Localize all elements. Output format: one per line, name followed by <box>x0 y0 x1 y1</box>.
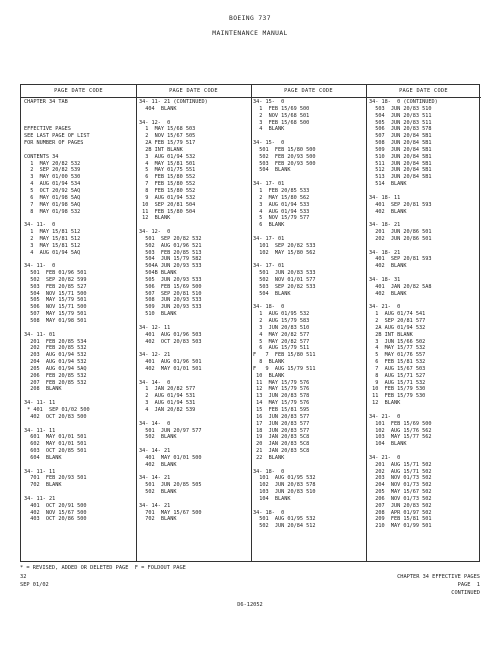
section-heading: 34- 15- 0 <box>253 140 285 147</box>
section-heading: 34- 11- 11 <box>24 427 56 434</box>
page-entry: 2 AUG 15/79 583 <box>253 318 310 324</box>
page-entry: 18 JUN 20/83 577 <box>253 427 310 434</box>
section-heading: 34- 18- 21 <box>369 222 401 229</box>
page-entry: 501 SEP 20/82 532 <box>139 235 202 242</box>
section-heading: 34- 11- 0 <box>24 263 56 270</box>
page-entry: 702 BLANK <box>139 516 177 523</box>
section-heading: 34- 21- 0 <box>369 304 401 311</box>
page-entry: 102 MAY 15/80 562 <box>253 249 316 256</box>
page-entry <box>253 297 368 304</box>
page-entry: 502 AUG 01/96 521 <box>139 242 202 249</box>
page-entry: 1 FEB 20/85 533 <box>253 187 310 194</box>
page-entry <box>369 407 484 414</box>
page-entry <box>369 448 484 455</box>
section-heading: 34- 12- 11 <box>139 324 171 331</box>
section-heading: 34- 14- 21 <box>139 475 171 482</box>
page-entry: 504 BLANK <box>253 290 291 297</box>
page-entry: 101 FEB 15/69 500 <box>369 420 432 427</box>
page-entry: * 401 SEP 01/02 500 <box>24 406 90 413</box>
page-entry: 3 JUN 15/66 502 <box>369 338 426 345</box>
page-entry: 508 JUN 20/84 5B1 <box>369 140 432 147</box>
page-entry: 201 FEB 20/85 534 <box>24 338 87 345</box>
page-entry: 501 AUG 01/95 532 <box>253 516 316 523</box>
section-heading: 34- 14- 0 <box>139 379 171 386</box>
page-entry: 203 AUG 01/94 532 <box>24 352 87 359</box>
page-entry: 503 FEB 20/85 513 <box>139 249 202 256</box>
page-entry: 503 JUN 20/83 510 <box>369 105 432 112</box>
page-entry: 6 AUG 15/79 511 <box>253 345 310 352</box>
page-entry: 2A FEB 15/79 517 <box>139 140 196 147</box>
page-entry: 402 NOV 15/67 500 <box>24 509 87 516</box>
continued-label: CONTINUED <box>451 590 480 596</box>
page-entry <box>24 120 139 127</box>
page-entry: 3 AUG 01/94 533 <box>253 201 310 208</box>
page-entry: 202 AUG 15/71 502 <box>369 468 432 475</box>
page-entry: 21 JAN 20/83 5C8 <box>253 448 310 455</box>
page-entry: 507 JUN 20/84 5B1 <box>369 133 432 140</box>
page-entry: 602 MAY 01/01 501 <box>24 441 87 448</box>
page-entry: 9 AUG 01/94 532 <box>139 194 196 201</box>
column-entries <box>366 99 484 530</box>
page-entry: 2B INT BLANK <box>369 331 413 338</box>
section-heading: CONTENTS 34 <box>24 153 59 160</box>
page-entry: 10 FEB 15/79 530 <box>369 386 426 393</box>
page-entry: 5 MAY 01/75 551 <box>139 167 196 174</box>
section-heading: 34- 11- 01 <box>24 331 56 338</box>
page-entry <box>139 469 254 476</box>
page-entry: 207 JUN 20/83 502 <box>369 502 432 509</box>
page-entry <box>24 393 139 400</box>
page-entry: 203 NOV 01/73 502 <box>369 475 432 482</box>
page-entry <box>24 256 139 263</box>
page-entry: 501 FEB 15/80 500 <box>253 146 316 153</box>
page-entry: SEE LAST PAGE OF LIST <box>24 133 90 140</box>
chapter-number: 32 <box>20 574 27 580</box>
page-entry: 12 BLANK <box>369 400 401 407</box>
section-heading: 34- 14- 21 <box>139 448 171 455</box>
page-entry <box>253 229 368 236</box>
page-entry: 402 OCT 20/83 500 <box>24 413 87 420</box>
page-entry: 2 NOV 15/67 505 <box>139 133 196 140</box>
page-entry: 1 MAY 20/82 532 <box>24 160 81 167</box>
page-entry: 502 SEP 20/82 599 <box>24 276 87 283</box>
page-entry: 4 MAY 20/82 577 <box>253 331 310 338</box>
page-entry: 12 MAY 15/79 576 <box>253 386 310 393</box>
section-heading: 34- 18- 31 <box>369 276 401 283</box>
page-entry: 5 NOV 15/79 577 <box>253 215 310 222</box>
page-entry: 1 MAY 15/81 512 <box>24 229 81 236</box>
section-heading: 34- 14- 0 <box>139 420 171 427</box>
column-header: PAGE DATE CODE <box>399 88 448 94</box>
page-entry: 509 JUN 20/93 533 <box>139 304 202 311</box>
page-entry: 401 MAY 01/01 500 <box>139 454 202 461</box>
page-entry: 2 SEP 20/81 577 <box>369 318 426 324</box>
legend-note: * = REVISED, ADDED OR DELETED PAGE F = FOLDOUT PAGE <box>20 565 186 571</box>
page-entry: 102 AUG 15/76 562 <box>369 427 432 434</box>
page-entry: 209 FEB 15/81 501 <box>369 516 432 523</box>
page-entry: 4 BLANK <box>253 126 285 133</box>
page-entry <box>369 243 484 250</box>
section-heading: 34- 18- 0 (CONTINUED) <box>369 99 438 105</box>
page-column-2 <box>136 85 251 561</box>
page-entry: 8 MAY 01/98 532 <box>24 208 81 215</box>
page-entry: 14 MAY 15/79 576 <box>253 400 310 407</box>
section-heading: CHAPTER 34 TAB <box>24 99 68 105</box>
page-entry: 502 BLANK <box>139 434 177 441</box>
section-heading: 34- 17- 01 <box>253 235 285 242</box>
page-entry: 103 JUN 20/83 510 <box>253 489 316 496</box>
page-entry: 3 AUG 01/94 532 <box>139 153 196 160</box>
page-entry: 6 BLANK <box>253 222 285 229</box>
section-heading: 34- 21- 0 <box>369 454 401 461</box>
page-entry: 101 SEP 20/82 533 <box>253 242 316 249</box>
page-entry: 11 MAY 15/79 576 <box>253 379 310 386</box>
page-entry: 401 AUG 01/96 501 <box>139 359 202 366</box>
page-entry <box>139 414 254 421</box>
page-entry: 4 MAY 15/77 532 <box>369 345 426 352</box>
page-entry: 504 NOV 15/71 500 <box>24 290 87 297</box>
page-entry: 505 MAY 15/79 501 <box>24 297 87 304</box>
page-entry <box>369 297 484 304</box>
section-heading: 34- 21- 0 <box>369 413 401 420</box>
section-heading: 34- 12- 0 <box>139 119 171 126</box>
page-entry: 7 MAY 01/98 5AQ <box>24 201 81 208</box>
page-entry: 202 JUN 20/86 501 <box>369 235 432 242</box>
page-entry: 504 JUN 20/83 511 <box>369 112 432 119</box>
page-entry: 3 FEB 15/68 500 <box>253 119 310 126</box>
page-entry <box>369 215 484 222</box>
document-title: BOEING 737 <box>229 15 271 22</box>
page-entry: 206 NOV 01/73 502 <box>369 495 432 502</box>
section-heading: EFFECTIVE PAGES <box>24 126 71 133</box>
page-entry: 102 JUN 20/83 578 <box>253 482 316 489</box>
page-entry: 503 SEP 20/82 533 <box>253 283 316 290</box>
page-entry: 502 BLANK <box>139 489 177 496</box>
page-entry: 204 NOV 01/73 502 <box>369 482 432 489</box>
page-entry: 1 AUG 01/95 532 <box>253 311 310 318</box>
page-entry: 4 MAY 15/81 501 <box>139 160 196 167</box>
page-entry: 6 MAY 01/98 5AQ <box>24 194 81 201</box>
page-entry <box>139 113 254 120</box>
section-heading: 34- 17- 01 <box>253 263 285 270</box>
page-entry <box>139 441 254 448</box>
page-entry: 4 JAN 20/82 539 <box>139 406 196 413</box>
page-entry <box>253 462 368 469</box>
page-entry <box>369 188 484 195</box>
page-entry: 402 OCT 20/83 503 <box>139 338 202 345</box>
page-entry: 502 FEB 20/93 500 <box>253 153 316 160</box>
section-heading: 34- 18- 11 <box>369 194 401 201</box>
page-entry: 3 MAY 15/81 512 <box>24 242 81 249</box>
page-entry: 504 JUN 15/79 582 <box>139 256 202 263</box>
page-entry: 101 AUG 01/95 532 <box>253 475 316 482</box>
page-entry: 506 JUN 20/83 578 <box>369 126 432 133</box>
section-heading: 34- 18- 0 <box>253 509 285 516</box>
effective-pages-label: CHAPTER 34 EFFECTIVE PAGES <box>397 574 480 580</box>
page-entry: 2 MAY 15/81 512 <box>24 235 81 242</box>
page-entry <box>253 133 368 140</box>
page-entry: 504A JUN 20/93 533 <box>139 263 202 270</box>
section-heading: 34- 11- 21 <box>24 495 56 502</box>
page-entry: 402 BLANK <box>369 290 407 297</box>
page-column-1 <box>21 85 136 561</box>
page-entry: 205 AUG 01/94 5AQ <box>24 365 87 372</box>
page-entry <box>24 106 139 113</box>
page-entry <box>369 270 484 277</box>
page-entry: 504B BLANK <box>139 270 177 277</box>
page-entry: 402 BLANK <box>369 263 407 270</box>
page-entry: 402 MAY 01/01 501 <box>139 365 202 372</box>
page-column-4 <box>366 85 481 561</box>
page-entry: 402 BLANK <box>369 208 407 215</box>
section-heading: 34- 12- 21 <box>139 352 171 359</box>
section-heading: 34- 18- 21 <box>369 249 401 256</box>
section-heading: 34- 14- 21 <box>139 502 171 509</box>
document-number: D6-12052 <box>237 602 263 608</box>
page-number: PAGE 1 <box>457 582 480 588</box>
page-entry: 601 MAY 01/01 501 <box>24 434 87 441</box>
page-entry <box>24 489 139 496</box>
page-entry: 7 AUG 15/67 503 <box>369 365 426 372</box>
page-entry: 2 SEP 20/82 539 <box>24 167 81 174</box>
page-entry: 503 FEB 20/85 527 <box>24 283 87 290</box>
column-header: PAGE DATE CODE <box>284 88 333 94</box>
column-entries <box>21 99 139 523</box>
page-entry <box>139 318 254 325</box>
page-entry: 502 JUN 20/84 512 <box>253 523 316 530</box>
page-entry: 10 SEP 20/81 504 <box>139 201 196 208</box>
page-entry: 501 JUN 20/83 533 <box>253 270 316 277</box>
page-entry: 501 FEB 01/96 501 <box>24 270 87 277</box>
page-entry: 604 BLANK <box>24 454 62 461</box>
section-heading: 34- 11- 11 <box>24 468 56 475</box>
page-entry: 12 BLANK <box>139 215 171 222</box>
page-entry: 4 AUG 01/94 5AQ <box>24 249 81 256</box>
page-entry: 10 BLANK <box>253 372 285 379</box>
page-entry: 507 SEP 20/81 510 <box>139 290 202 297</box>
page-entry: 509 JUN 20/84 5B1 <box>369 146 432 153</box>
page-entry: 19 JAN 20/83 5C8 <box>253 434 310 441</box>
page-entry: 2B INT BLANK <box>139 146 183 153</box>
page-entry <box>253 256 368 263</box>
page-entry: 3 JUN 20/83 510 <box>253 324 310 331</box>
page-entry: 6 FEB 15/80 552 <box>139 174 196 181</box>
page-entry: F 7 FEB 15/80 511 <box>253 352 316 359</box>
page-entry: FOR NUMBER OF PAGES <box>24 140 84 147</box>
page-entry: 208 BLANK <box>24 386 62 393</box>
page-entry: 17 JUN 20/83 577 <box>253 420 310 427</box>
page-entry: 201 AUG 15/71 502 <box>369 461 432 468</box>
page-entry: 8 FEB 15/80 552 <box>139 187 196 194</box>
column-header: PAGE DATE CODE <box>169 88 218 94</box>
effective-pages-table <box>20 84 480 562</box>
column-entries <box>136 99 254 523</box>
page-entry: 5 OCT 20/92 5AQ <box>24 187 81 194</box>
page-entry: 210 MAY 01/99 501 <box>369 523 432 530</box>
page-entry: 103 MAY 15/77 562 <box>369 434 432 441</box>
page-entry: 403 OCT 20/86 500 <box>24 516 87 523</box>
page-entry: 401 OCT 20/91 500 <box>24 502 87 509</box>
page-entry: 501 JUN 20/85 505 <box>139 482 202 489</box>
page-entry: 702 BLANK <box>24 482 62 489</box>
page-entry: 510 JUN 20/84 5B1 <box>369 153 432 160</box>
section-heading: 34- 17- 01 <box>253 181 285 188</box>
page-entry: 208 APR 01/97 502 <box>369 509 432 516</box>
page-entry <box>24 421 139 428</box>
section-heading: 34- 12- 0 <box>139 229 171 236</box>
page-entry: 13 JUN 20/83 578 <box>253 393 310 400</box>
page-entry: 510 BLANK <box>139 311 177 318</box>
page-entry <box>253 174 368 181</box>
page-entry: 2 AUG 01/94 531 <box>139 393 196 400</box>
page-entry: 504 BLANK <box>253 167 291 174</box>
page-entry: 1 AUG 01/74 541 <box>369 311 426 318</box>
page-entry: 506 NOV 15/71 500 <box>24 304 87 311</box>
page-entry: 4 AUG 01/94 533 <box>253 208 310 215</box>
page-entry: 20 JAN 20/83 5C8 <box>253 441 310 448</box>
page-entry: 701 MAY 15/67 500 <box>139 509 202 516</box>
page-entry: 3 AUG 01/94 531 <box>139 400 196 407</box>
column-header: PAGE DATE CODE <box>54 88 103 94</box>
page-entry <box>24 215 139 222</box>
page-entry: 22 BLANK <box>253 454 285 461</box>
section-heading: 34- 15- 0 <box>253 99 285 105</box>
page-entry: 507 MAY 15/79 501 <box>24 311 87 318</box>
page-entry: 207 FEB 20/85 532 <box>24 379 87 386</box>
page-entry: 205 MAY 15/67 502 <box>369 489 432 496</box>
page-entry: 104 BLANK <box>369 441 407 448</box>
page-entry: 11 FEB 15/79 530 <box>369 393 426 400</box>
page-entry: F 9 AUG 15/79 511 <box>253 365 316 372</box>
page-entry: 15 FEB 15/81 595 <box>253 406 310 413</box>
page-column-3 <box>251 85 366 561</box>
page-entry <box>139 222 254 229</box>
page-entry: 514 BLANK <box>369 181 407 188</box>
page-entry <box>24 113 139 120</box>
page-entry: 511 JUN 20/84 5B1 <box>369 160 432 167</box>
page-entry: 6 FEB 15/81 532 <box>369 359 426 366</box>
page-entry: 508 MAY 01/98 501 <box>24 318 87 324</box>
section-heading: 34- 11- 11 <box>24 400 56 407</box>
page-entry: 11 FEB 15/80 504 <box>139 208 196 215</box>
page-entry: 5 MAY 01/76 557 <box>369 352 426 359</box>
page-entry: 401 AUG 01/96 503 <box>139 331 202 338</box>
page-entry: 603 OCT 20/85 501 <box>24 448 87 455</box>
page-entry: 8 AUG 15/71 527 <box>369 372 426 379</box>
page-entry: 104 BLANK <box>253 495 291 502</box>
page-entry: 1 MAY 15/68 503 <box>139 126 196 133</box>
page-entry <box>24 147 139 154</box>
page-entry <box>139 496 254 503</box>
page-entry: 2 NOV 15/68 501 <box>253 112 310 119</box>
page-entry: 1 FEB 15/69 500 <box>253 105 310 112</box>
page-entry: 9 AUG 15/71 532 <box>369 379 426 386</box>
page-entry: 402 BLANK <box>139 461 177 468</box>
page-entry: 513 JUN 20/84 5B1 <box>369 174 432 181</box>
page-entry <box>139 373 254 380</box>
section-heading: 34- 11- 0 <box>24 222 56 229</box>
page-entry: 5 MAY 20/82 577 <box>253 338 310 345</box>
column-entries <box>251 99 368 530</box>
page-entry: 206 FEB 20/85 532 <box>24 372 87 379</box>
page-entry: 7 FEB 15/80 552 <box>139 181 196 188</box>
page-entry: 202 FEB 20/85 532 <box>24 345 87 352</box>
page-entry: 501 JUN 20/97 577 <box>139 427 202 434</box>
page-entry <box>139 345 254 352</box>
page-entry: 8 BLANK <box>253 359 285 366</box>
revision-date: SEP 01/02 <box>20 582 49 588</box>
page-entry: 401 JAN 20/82 5A8 <box>369 283 432 290</box>
section-heading: 34- 18- 0 <box>253 468 285 475</box>
page-entry: 4 AUG 01/94 534 <box>24 181 81 188</box>
page-entry: 2 MAY 15/80 562 <box>253 194 310 201</box>
page-entry: 204 AUG 01/94 532 <box>24 359 87 366</box>
page-entry <box>24 462 139 469</box>
page-entry <box>253 503 368 510</box>
page-entry: 701 FEB 20/93 501 <box>24 475 87 482</box>
page-entry: 505 JUN 20/93 533 <box>139 276 202 283</box>
page-entry: 506 FEB 15/69 500 <box>139 283 202 290</box>
document-subtitle: MAINTENANCE MANUAL <box>212 30 288 37</box>
page-entry: 1 JAN 20/82 577 <box>139 386 196 393</box>
page-entry: 502 NOV 01/01 577 <box>253 276 316 283</box>
page-entry: 401 SEP 20/81 593 <box>369 201 432 208</box>
page-entry <box>24 325 139 332</box>
section-heading: 34- 11- 21 (CONTINUED) <box>139 99 208 105</box>
page-entry: 16 JUN 20/83 577 <box>253 413 310 420</box>
page-entry: 201 JUN 20/86 501 <box>369 229 432 236</box>
page-entry: 404 BLANK <box>139 105 177 112</box>
page-entry: 2A AUG 01/94 532 <box>369 324 426 331</box>
page-entry: 505 JUN 20/83 511 <box>369 119 432 126</box>
page-entry: 508 JUN 20/93 533 <box>139 297 202 304</box>
section-heading: 34- 18- 0 <box>253 304 285 311</box>
page-entry: 512 JUN 20/84 5B1 <box>369 167 432 174</box>
page-entry: 401 SEP 20/81 593 <box>369 256 432 263</box>
page-entry: 3 MAY 01/00 530 <box>24 174 81 181</box>
page-entry: 503 FEB 20/93 500 <box>253 160 316 167</box>
